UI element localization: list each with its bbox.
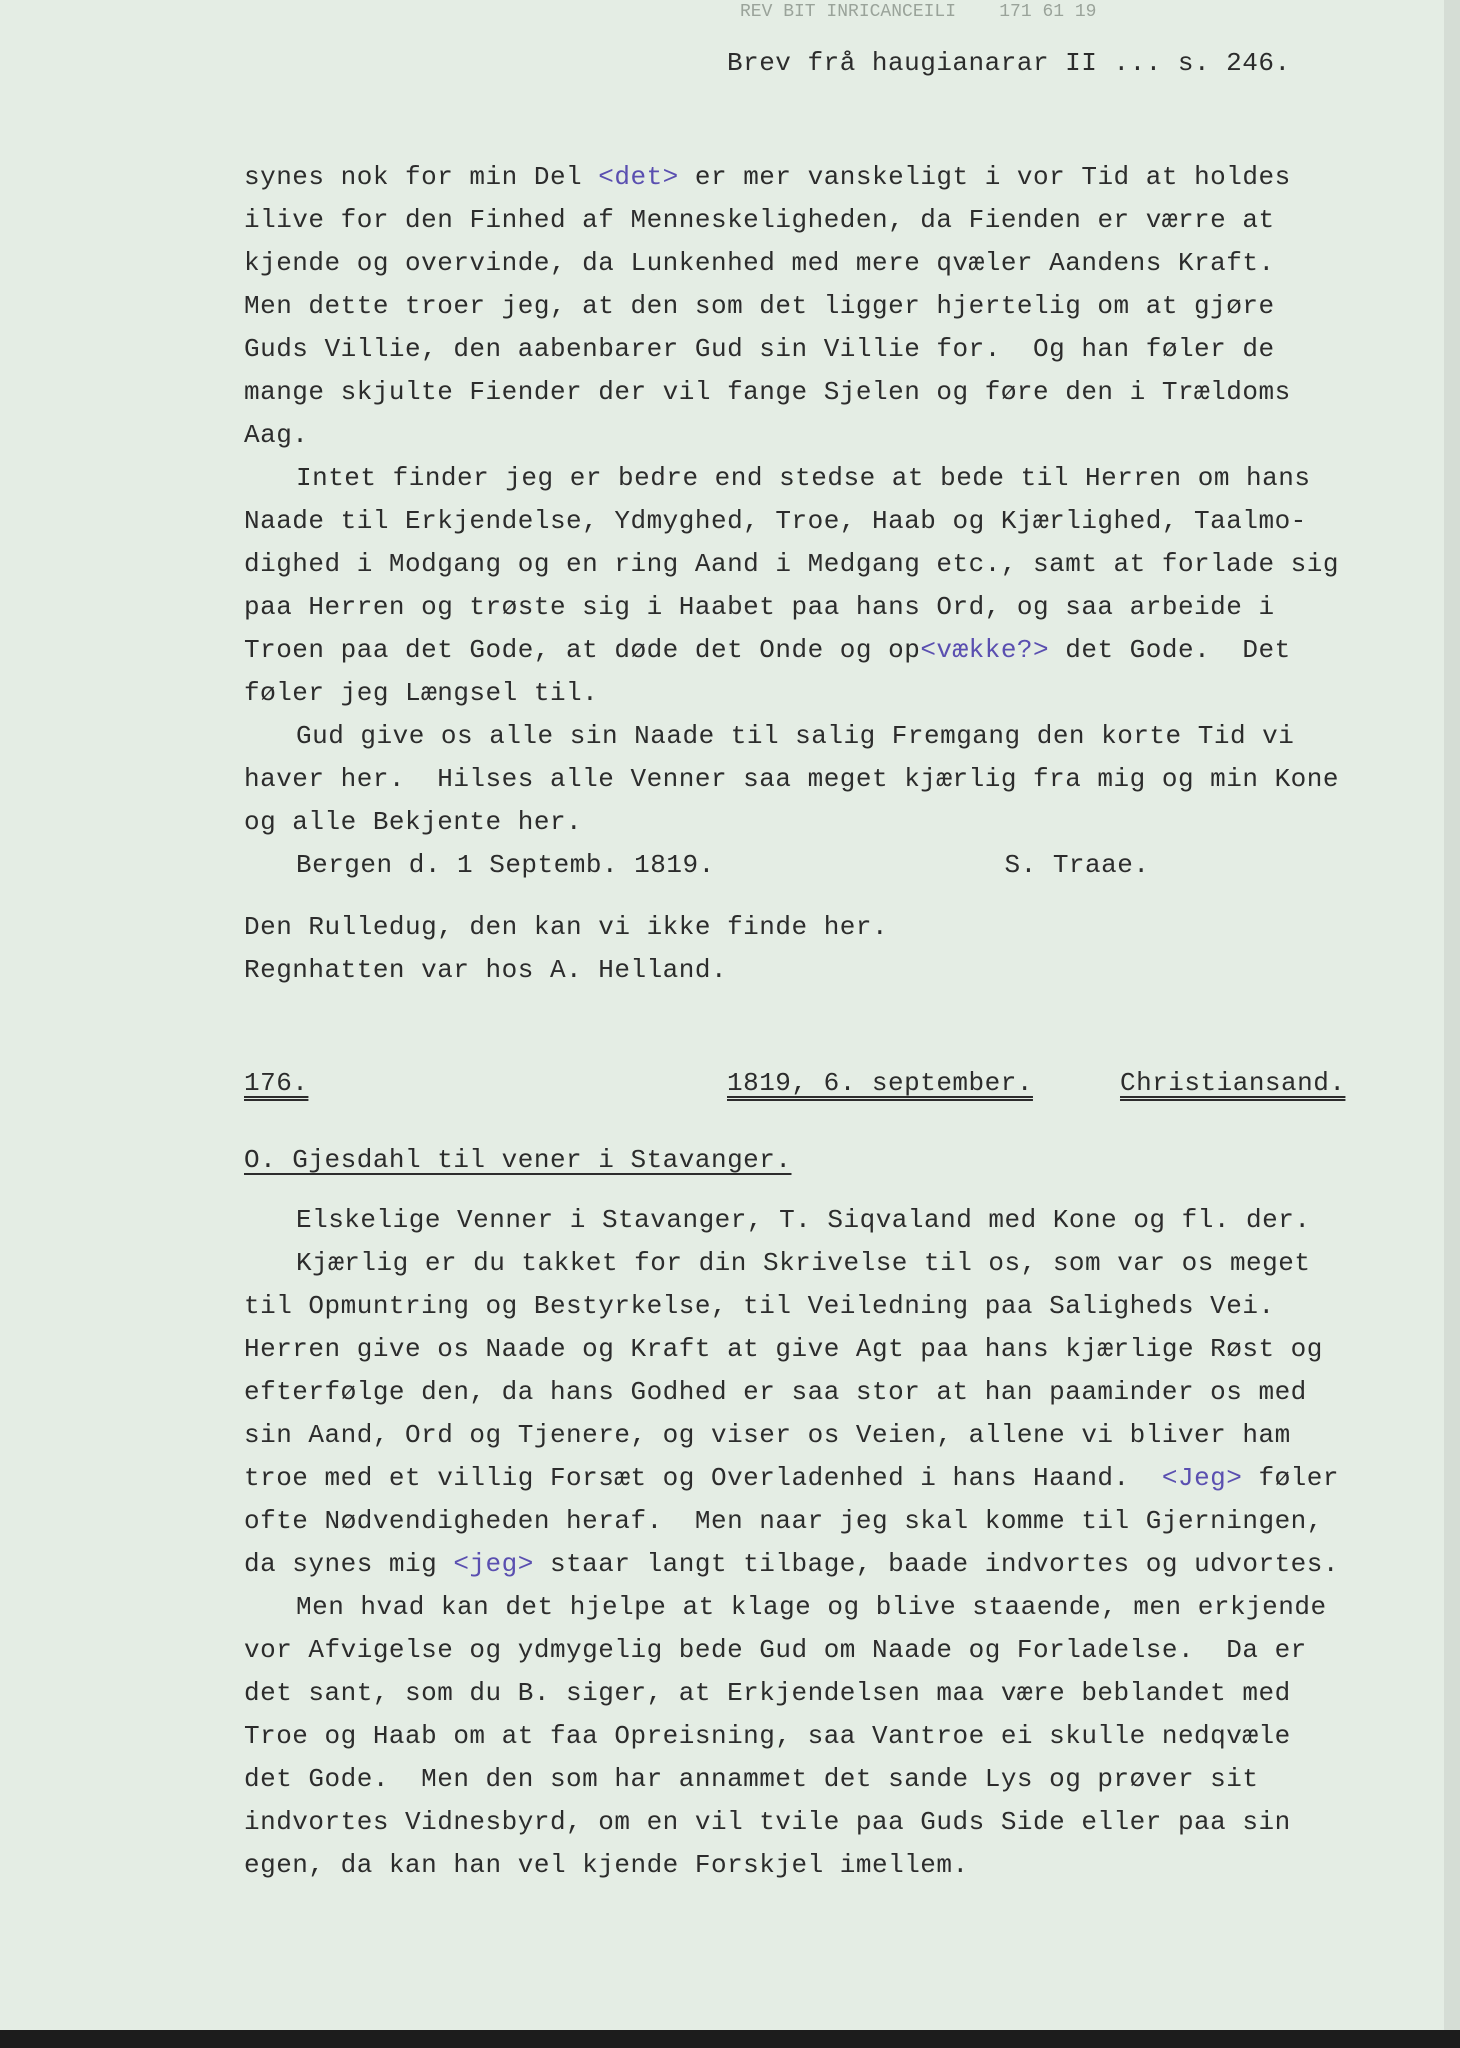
- text-line: egen, da kan han vel kjende Forskjel imellem.: [244, 1850, 969, 1880]
- scan-edge-bottom: [0, 2030, 1460, 2048]
- text-line: paa Herren og trøste sig i Haabet paa hans Ord, og saa arbeide i: [244, 592, 1275, 622]
- text-line: Naade til Erkjendelse, Ydmyghed, Troe, Haab og Kjærlighed, Taalmo-: [244, 506, 1307, 536]
- text-line: indvortes Vidnesbyrd, om en vil tvile paa Guds Side eller paa sin: [244, 1807, 1291, 1837]
- text-line: Men hvad kan det hjelpe at klage og blive staaende, men erkjende: [296, 1592, 1327, 1622]
- text-line: Troen paa det Gode, at døde det Onde og op<vække?> det Gode. Det: [244, 635, 1291, 665]
- text-line: Herren give os Naade og Kraft at give Agt paa hans kjærlige Røst og: [244, 1334, 1323, 1364]
- text-line: det sant, som du B. siger, at Erkjendelsen maa være beblandet med: [244, 1678, 1291, 1708]
- text-line: Kjærlig er du takket for din Skrivelse til os, som var os meget: [296, 1248, 1311, 1278]
- entry-date: 1819, 6. september.: [727, 1068, 1033, 1098]
- text-line: Guds Villie, den aabenbarer Gud sin Villie for. Og han føler de: [244, 334, 1275, 364]
- scan-edge-right: [1444, 0, 1460, 2048]
- faint-header-text: REV BIT INRICANCEILI 171 61 19: [740, 2, 1097, 22]
- inserted-word: <det>: [598, 162, 679, 192]
- postscript-line: Regnhatten var hos A. Helland.: [244, 955, 728, 985]
- text-line: dighed i Modgang og en ring Aand i Medgang etc., samt at forlade sig: [244, 549, 1339, 579]
- text-line: ofte Nødvendigheden heraf. Men naar jeg skal komme til Gjerningen,: [244, 1506, 1323, 1536]
- text-line: det Gode. Men den som har annammet det sande Lys og prøver sit: [244, 1764, 1259, 1794]
- text-line: til Opmuntring og Bestyrkelse, til Veiledning paa Saligheds Vei.: [244, 1291, 1275, 1321]
- inserted-word: <Jeg>: [1161, 1463, 1243, 1493]
- inserted-word: <vække?>: [920, 635, 1050, 665]
- text-line: Aag.: [244, 420, 309, 450]
- text-line: kjende og overvinde, da Lunkenhed med mere qvæler Aandens Kraft.: [244, 248, 1275, 278]
- signature-line: Bergen d. 1 Septemb. 1819. S. Traae.: [296, 850, 1150, 880]
- entry-number: 176.: [244, 1068, 309, 1098]
- text-line: synes nok for min Del <det> er mer vanskeligt i vor Tid at holdes: [244, 162, 1291, 192]
- text-line: vor Afvigelse og ydmygelig bede Gud om Naade og Forladelse. Da er: [244, 1635, 1307, 1665]
- text-line: troe med et villig Forsæt og Overladenhed i hans Haand. <Jeg> føler: [244, 1463, 1339, 1493]
- entry-place: Christiansand.: [1120, 1068, 1346, 1098]
- text-line: haver her. Hilses alle Venner saa meget kjærlig fra mig og min Kone: [244, 764, 1339, 794]
- text-line: mange skjulte Fiender der vil fange Sjelen og føre den i Trældoms: [244, 377, 1291, 407]
- text-line: Men dette troer jeg, at den som det ligger hjertelig om at gjøre: [244, 291, 1275, 321]
- page-header: Brev frå haugianarar II ... s. 246.: [727, 48, 1291, 78]
- postscript-line: Den Rulledug, den kan vi ikke finde her.: [244, 912, 889, 942]
- text-line: Intet finder jeg er bedre end stedse at bede til Herren om hans: [296, 463, 1311, 493]
- text-line: føler jeg Længsel til.: [244, 678, 599, 708]
- text-line: sin Aand, Ord og Tjenere, og viser os Veien, allene vi bliver ham: [244, 1420, 1291, 1450]
- text-line: ilive for den Finhed af Menneskeligheden, da Fienden er værre at: [244, 205, 1275, 235]
- text-line: efterfølge den, da hans Godhed er saa stor at han paaminder os med: [244, 1377, 1307, 1407]
- text-line: og alle Bekjente her.: [244, 807, 583, 837]
- text-line: Gud give os alle sin Naade til salig Fremgang den korte Tid vi: [296, 721, 1295, 751]
- entry-heading: O. Gjesdahl til vener i Stavanger.: [244, 1145, 792, 1175]
- text-line: Elskelige Venner i Stavanger, T. Siqvaland med Kone og fl. der.: [296, 1205, 1311, 1235]
- text-line: da synes mig <jeg> staar langt tilbage, baade indvortes og udvortes.: [244, 1549, 1339, 1579]
- inserted-word: <jeg>: [453, 1549, 534, 1579]
- text-line: Troe og Haab om at faa Opreisning, saa Vantroe ei skulle nedqvæle: [244, 1721, 1291, 1751]
